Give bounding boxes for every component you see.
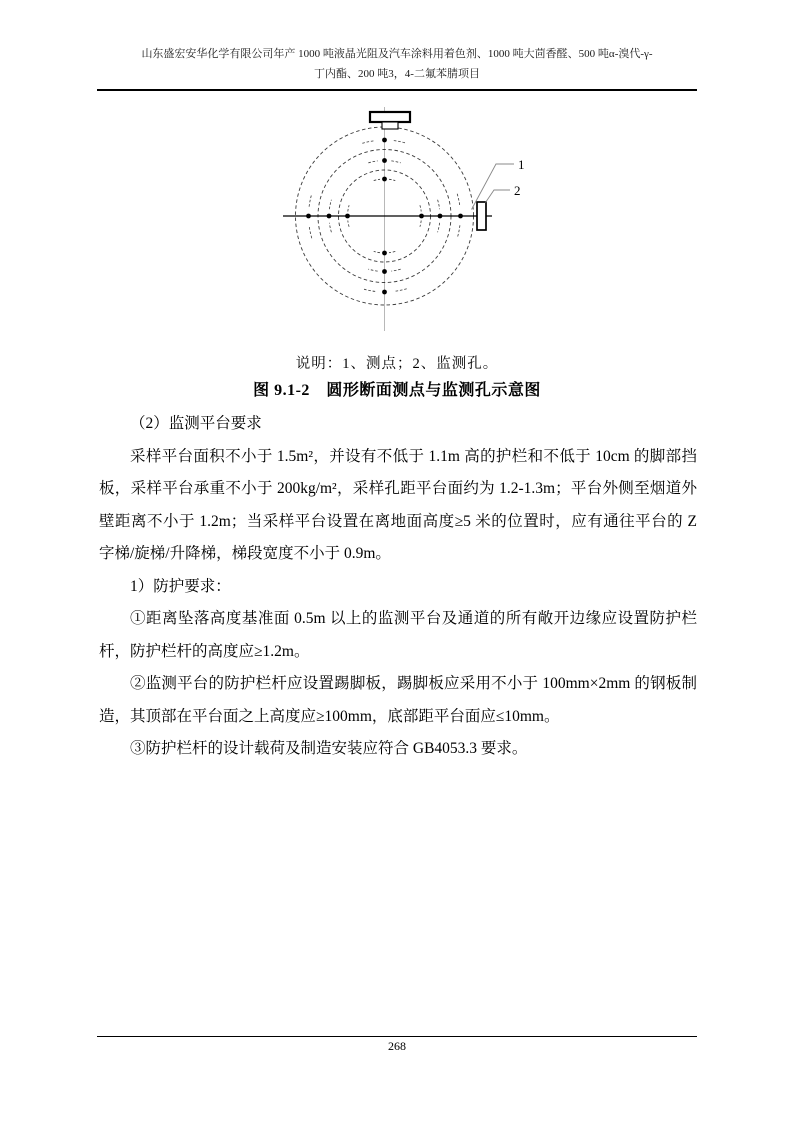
ring-arc-mark	[329, 200, 331, 209]
ring-arc-mark	[389, 251, 395, 252]
ring-arc-mark	[362, 141, 375, 144]
ring-arc-mark	[368, 161, 377, 163]
ring-arc-mark	[391, 161, 400, 163]
page-number: 268	[388, 1039, 406, 1053]
ring-arc-mark	[438, 200, 440, 209]
ring-arc-mark	[457, 225, 460, 238]
ring-arc-mark	[309, 225, 312, 238]
page-footer	[97, 1036, 697, 1054]
ring-arc-mark	[362, 289, 375, 292]
ring-arc-mark	[374, 251, 380, 252]
ring-arc-mark	[368, 269, 377, 271]
hole-label-2: 2	[514, 183, 521, 198]
monitoring-hole-top-symbol	[370, 112, 410, 122]
ring-arc-mark	[348, 221, 349, 227]
ring-arc-mark	[348, 205, 349, 211]
paragraph-protection-3: ③防护栏杆的设计载荷及制造安装应符合 GB4053.3 要求。	[130, 740, 528, 757]
body-text	[99, 408, 697, 766]
ring-arc-mark	[394, 141, 407, 144]
measurement-point	[306, 214, 311, 219]
measurement-point	[382, 158, 387, 163]
paragraph-protection-heading: 1）防护要求：	[130, 577, 231, 595]
paragraph-platform-heading: （2）监测平台要求	[130, 415, 262, 432]
figure-legend: 说明：1、测点；2、监测孔。	[295, 356, 499, 372]
ring-arc-mark	[438, 223, 440, 232]
monitoring-hole-top-stub	[382, 122, 398, 129]
measurement-point	[382, 138, 387, 143]
paragraph-protection-2: ②监测平台的防护栏杆应设置踢脚板，踢脚板应采用不小于 100mm×2mm 的钢板制造，其顶部在平台面之上高度应≥100mm，底部距平台面应≤10mm。	[99, 675, 697, 725]
measurement-point	[327, 214, 332, 219]
figure-9-1-2	[270, 103, 540, 351]
paragraph-protection-1: ①距离坠落高度基准面 0.5m 以上的监测平台及通道的所有敞开边缘应设置防护栏杆，防护栏杆的高度应≥1.2m。	[99, 610, 697, 660]
ring-arc-mark	[420, 205, 421, 211]
measurement-point	[438, 214, 443, 219]
ring-arc-mark	[391, 269, 400, 271]
ring-arc-mark	[309, 194, 312, 207]
leader-line-hole	[486, 190, 511, 203]
point-label-1: 1	[518, 157, 525, 172]
measurement-point	[382, 290, 387, 295]
ring-arc-mark	[374, 179, 380, 180]
ring-arc-mark	[394, 289, 407, 292]
cross-section-diagram	[270, 103, 540, 351]
ring-arc-mark	[457, 194, 460, 207]
ring-arc-mark	[329, 223, 331, 232]
monitoring-hole-side-symbol	[477, 202, 486, 230]
paragraph-platform-requirements: 采样平台面积不小于 1.5m²，并设有不低于 1.1m 高的护栏和不低于 10cm 的脚部挡板，采样平台承重不小于 200kg/m²，采样孔距平台面约为 1.2-1.3m；平台外侧至烟道外壁距离不小于 1.2m；当采样平台设置在离地面高度≥5 米的位置时，应有通往平台的 Z 字梯/旋梯/升降梯，梯段宽度不小于 0.9m。	[99, 447, 697, 562]
measurement-point	[382, 251, 387, 256]
header-title-line1: 山东盛宏安华化学有限公司年产 1000 吨液晶光阻及汽车涂料用着色剂、1000 吨大茴香醛、500 吨α-溴代-γ-	[141, 48, 653, 60]
header-title-line2: 丁内酯、200 吨3，4-二氟苯腈项目	[314, 68, 480, 80]
figure-title: 图 9.1-2 圆形断面测点与监测孔示意图	[253, 382, 541, 399]
measurement-point	[382, 177, 387, 182]
measurement-point	[382, 269, 387, 274]
ring-arc-mark	[389, 179, 395, 180]
measurement-point	[458, 214, 463, 219]
ring-arc-mark	[420, 221, 421, 227]
measurement-point	[419, 214, 424, 219]
page-header	[97, 44, 697, 91]
diagram-overlay	[370, 112, 525, 230]
measurement-point	[345, 214, 350, 219]
